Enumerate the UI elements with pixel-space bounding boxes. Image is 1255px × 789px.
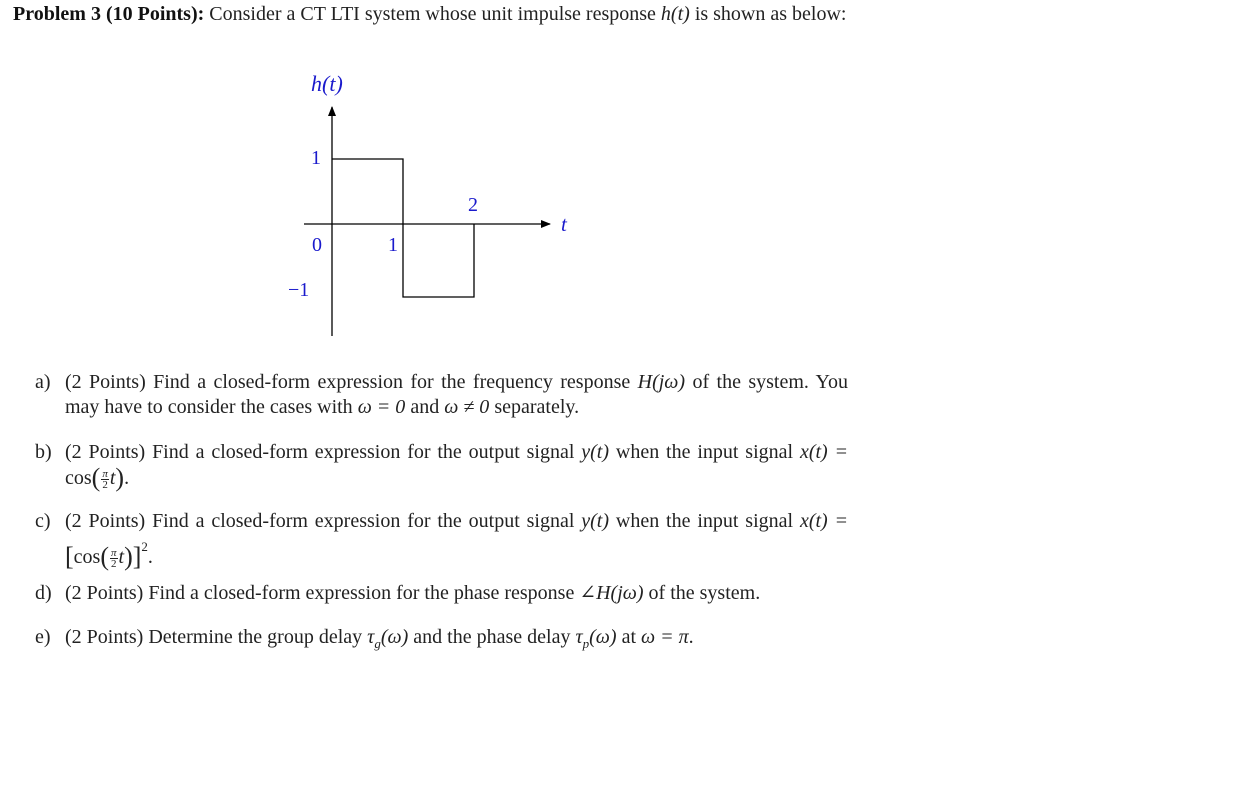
math-expression: ω ≠ 0 xyxy=(444,396,490,418)
question-text: when the input signal xyxy=(615,441,794,463)
question-e xyxy=(35,625,848,656)
question-b: b) (2 Points) Find a closed-form expression for the output signal y(t) when the input signal x(t) = cos( $\frac{\pi}{2}$ t). xyxy=(35,441,849,492)
question-text: Find a closed-form expression for the output signal xyxy=(152,510,575,532)
math-variable: t xyxy=(109,467,116,489)
question-c: c) (2 Points) Find a closed-form expression for the output signal y(t) when the input signal x(t) = [cos( $\frac{\pi}{2}$ t)]$^2$. xyxy=(35,510,849,571)
math-variable: t xyxy=(118,546,125,568)
question-label: a) xyxy=(35,371,51,393)
math-expression: τ xyxy=(575,626,583,648)
tick-label-x-1: 1 xyxy=(388,234,398,256)
math-expression: ω = 0 xyxy=(357,396,406,418)
question-text: at xyxy=(621,626,637,648)
points: (2 Points) xyxy=(65,582,144,604)
math-expression: ∠H(jω) xyxy=(579,582,644,604)
math-function: cos xyxy=(73,546,101,568)
question-text: of the system. xyxy=(648,582,761,604)
question-text: Find a closed-form expression for the phase response xyxy=(148,582,575,604)
intro-math-h: h(t) xyxy=(660,3,690,25)
punctuation: . xyxy=(147,546,153,568)
math-expression: x(t) = xyxy=(799,510,849,532)
math-expression: y(t) xyxy=(581,441,610,463)
y-axis-label: h(t) xyxy=(311,71,343,96)
points: (2 Points) xyxy=(65,371,146,393)
question-text: of the system. You may have to consider the cases with xyxy=(65,371,848,418)
math-expression: τ xyxy=(367,626,375,648)
fraction: $\frac{\pi}{2}$ xyxy=(102,467,108,491)
punctuation: . xyxy=(124,467,130,489)
math-expression: H(jω) xyxy=(637,371,686,393)
problem-statement xyxy=(13,2,858,27)
question-text: separately. xyxy=(494,396,580,418)
tick-label-y-1: 1 xyxy=(311,147,321,169)
intro-text-2: is shown as below: xyxy=(694,3,847,25)
math-expression: y(t) xyxy=(581,510,610,532)
subscript: p xyxy=(582,636,590,651)
intro-text-1: Consider a CT LTI system whose unit impulse response xyxy=(209,3,656,25)
problem-heading: Problem 3 (10 Points): xyxy=(13,3,205,25)
points: (2 Points) xyxy=(65,441,146,463)
tick-label-y-neg1: −1 xyxy=(288,279,310,301)
tick-label-origin: 0 xyxy=(312,234,322,256)
tick-label-x-2: 2 xyxy=(468,194,478,216)
points: (2 Points) xyxy=(65,510,146,532)
x-axis-label: t xyxy=(561,212,567,236)
question-label: d) xyxy=(35,582,52,604)
impulse-response-figure xyxy=(0,0,1255,360)
exponent: 2 xyxy=(141,539,148,554)
question-label: e) xyxy=(35,626,51,648)
math-expression: (ω) xyxy=(380,626,409,648)
math-expression: ω = π xyxy=(641,626,689,648)
question-label: c) xyxy=(35,510,51,532)
question-text: Find a closed-form expression for the output signal xyxy=(152,441,575,463)
math-expression: x(t) = xyxy=(799,441,849,463)
question-text: Determine the group delay xyxy=(148,626,363,648)
impulse-response-curve xyxy=(332,159,474,297)
points: (2 Points) xyxy=(65,626,144,648)
question-text: when the input signal xyxy=(615,510,794,532)
math-expression: (ω) xyxy=(589,626,617,648)
question-d xyxy=(35,581,848,606)
punctuation: . xyxy=(688,626,694,648)
question-a xyxy=(35,370,848,420)
question-text: and xyxy=(410,396,440,418)
math-function: cos xyxy=(65,467,92,489)
subscript: g xyxy=(374,636,381,651)
fraction: $\frac{\pi}{2}$ xyxy=(111,546,117,570)
question-label: b) xyxy=(35,441,52,463)
question-text: Find a closed-form expression for the frequency response xyxy=(153,371,631,393)
question-text: and the phase delay xyxy=(413,626,571,648)
